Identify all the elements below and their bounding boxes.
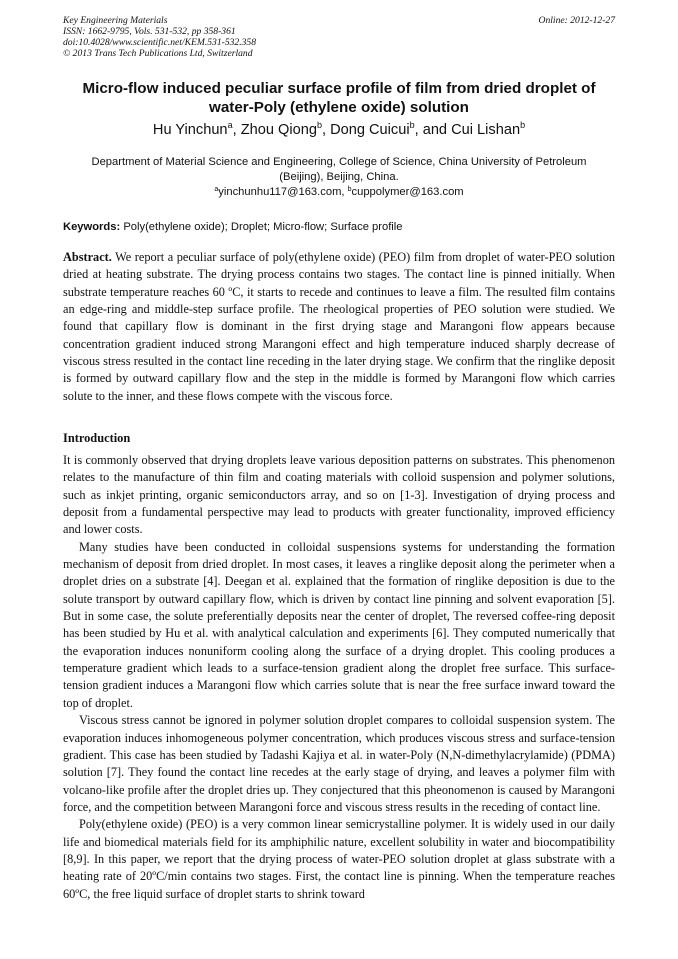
author-affiliation-mark: a: [227, 120, 233, 130]
affiliation-line-2: (Beijing), Beijing, China.: [279, 171, 399, 183]
section-heading-introduction: Introduction: [63, 431, 131, 445]
email-mark-a: a: [214, 186, 219, 193]
author-affiliation-mark: b: [316, 120, 322, 130]
author-affiliation-mark: b: [520, 120, 526, 130]
author-affiliation-mark: b: [409, 120, 415, 130]
author-name: Cui Lishan: [451, 122, 521, 138]
author-separator: , and: [414, 122, 452, 138]
journal-header: [63, 15, 615, 59]
keywords-label: Keywords:: [63, 221, 124, 233]
doi-line: doi:10.4028/www.scientific.net/KEM.531-532.358: [63, 37, 257, 48]
title-line-2: water-Poly (ethylene oxide) solution: [209, 99, 469, 116]
paragraph: Poly(ethylene oxide) (PEO) is a very common linear semicrystalline polymer. It is widely used in our daily life and biomedical materials field for its amphiphilic nature, excellent solubility in water and biocompatibility [8,9]. In this paper, we report that the drying process of water-PEO solution droplet at glass substrate with a heating rate of 20ºC/min contains two stages. First, the contact line is pinning. When the temperature reaches 60ºC, the free liquid surface of droplet starts to shrink toward: [63, 817, 615, 901]
affiliation-line-1: Department of Material Science and Engineering, College of Science, China University of Petroleum: [91, 156, 587, 168]
email-b: cuppolymer@163.com: [351, 186, 464, 198]
author-name: Dong Cuicui: [330, 122, 410, 138]
abstract-label: Abstract.: [63, 250, 112, 264]
issn-line: ISSN: 1662-9795, Vols. 531-532, pp 358-361: [63, 26, 236, 37]
author-separator: ,: [232, 122, 241, 138]
author-name: Zhou Qiong: [240, 122, 317, 138]
paragraph: Viscous stress cannot be ignored in polymer solution droplet compares to colloidal suspension system. The evaporation induces inhomogeneous polymer concentration, which produces viscous stress and surface-tension gradient. This case has been studied by Tadashi Kajiya et al. in water-Poly (N,N-dimethylacrylamide) (PDMA) solution [7]. They found the contact line recedes at the early stage of drying, and leaves a polymer film with volcano-like profile after the droplet dries up. They conjectured that this pheonomenon is caused by Marangoni force, and the competition between Marangoni force and viscous stress results in the receding of contact line.: [63, 713, 615, 814]
paper-title: [40, 79, 638, 117]
paragraph: Many studies have been conducted in colloidal suspensions systems for understanding the formation mechanism of deposit from dried droplet. In most cases, it leaves a ringlike deposit along the perimeter when a droplet dries on a substrate [4]. Deegan et al. explained that the formation of ringlike deposition is due to the solute transport by outward capillary flow, which is driven by contact line pinning and solvent evaporation [5]. But in some case, the solute preferentially deposits near the center of droplet, The reversed coffee-ring deposit has been studied by Hu et al. with analytical calculation and experiments [6]. They computed numerically that the evaporation induces nonuniform cooling along the surface of a drying droplet. This cooling produces a temperature gradient which leads to a surface-tension gradient along the droplet free surface. This surface-tension gradient induces a Marangoni flow which carries solute that is near the free surface inward toward the top of droplet.: [63, 539, 615, 710]
keywords: [63, 220, 615, 234]
email-a: yinchunhu117@163.com,: [218, 186, 348, 198]
paragraph: It is commonly observed that drying droplets leave various deposition patterns on substrates. This phenomenon relates to the manufacture of thin film and coating materials with colloid suspension and polymer solutions, such as inkjet printing, organic semiconductors array, and so on [1-3]. Investigation of drying process and deposit from a fundamental perspective may lead to products with greater functionality, improved efficiency and lower costs.: [63, 453, 615, 537]
title-line-1: Micro-flow induced peculiar surface profile of film from dried droplet of: [82, 80, 596, 97]
journal-name: Key Engineering Materials: [63, 15, 168, 26]
introduction-body: [63, 452, 615, 903]
email-mark-b: b: [347, 186, 352, 193]
copyright-line: © 2013 Trans Tech Publications Ltd, Switzerland: [63, 48, 253, 59]
abstract: [63, 249, 615, 405]
author-emails: [40, 185, 638, 200]
affiliation: [40, 155, 638, 200]
author-separator: ,: [321, 122, 331, 138]
author-list: [40, 121, 638, 139]
author-name: Hu Yinchun: [152, 122, 228, 138]
online-date: Online: 2012-12-27: [538, 15, 615, 26]
keywords-text: Poly(ethylene oxide); Droplet; Micro-flow; Surface profile: [123, 221, 403, 233]
abstract-text: We report a peculiar surface of poly(ethylene oxide) (PEO) film from droplet of water-PEO solution dried at heating substrate. The drying process contains two stages. The contact line is pinned initially. When substrate temperature reaches 60 ºC, it starts to recede and continues to leave a film. The resulted film contains an edge-ring and middle-step surface profile. The rheological properties of PEO solution were studied. We found that capillary flow is dominant in the first drying stage and Marangoni flow appears because concentration gradient induced strong Marangoni effect and high temperature induced sharply decrease of viscous stress resulted in the contact line receding in the later drying stage. We confirm that the ringlike deposit is formed by outward capillary flow and the step in the middle is formed by Marangoni flow which carries solute to the inner, and these flows compete with the viscous force.: [63, 250, 615, 403]
